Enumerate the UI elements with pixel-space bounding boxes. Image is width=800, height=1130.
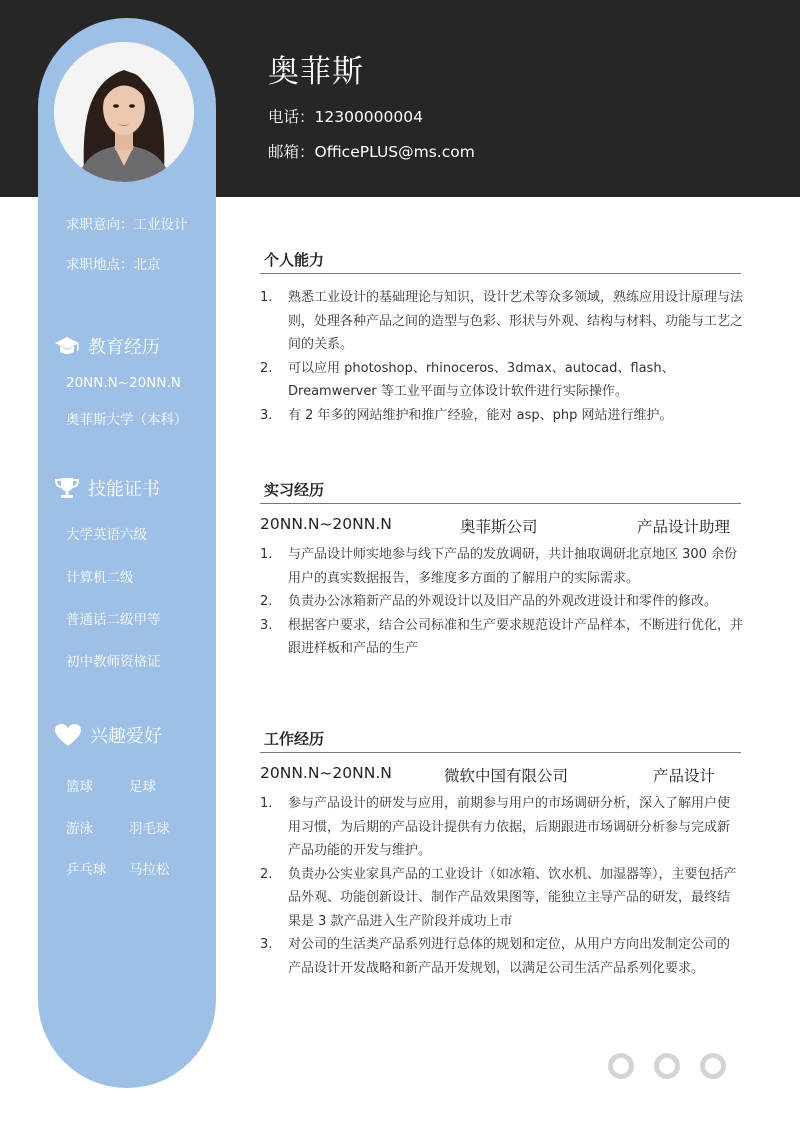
trophy-icon bbox=[54, 476, 80, 500]
internship-title: 实习经历 bbox=[264, 481, 325, 499]
hobby-item: 乒乓球 bbox=[66, 862, 107, 878]
hobbies-title: 兴趣爱好 bbox=[90, 726, 162, 747]
education-title: 教育经历 bbox=[88, 337, 160, 358]
hobby-item: 篮球 bbox=[66, 779, 93, 795]
work-list bbox=[260, 792, 740, 980]
list-item: 2. 可以应用 photoshop、rhinoceros、3dmax、autocad、flash、Dreamwerver 等工业平面与立体设计软件进行实际操作。 bbox=[260, 360, 675, 399]
section-divider bbox=[260, 503, 741, 504]
ring-decoration bbox=[654, 1053, 680, 1079]
skills-title: 技能证书 bbox=[88, 479, 160, 500]
education-period: 20NN.N~20NN.N bbox=[66, 375, 181, 391]
candidate-name: 奥菲斯 bbox=[268, 54, 364, 90]
ring-decoration bbox=[608, 1053, 634, 1079]
list-item: 2. 负责办公冰箱新产品的外观设计以及旧产品的外观改进设计和零件的修改。 bbox=[260, 594, 718, 609]
education-school: 奥菲斯大学（本科） bbox=[66, 412, 188, 428]
list-item: 3. 根据客户要求，结合公司标准和生产要求规范设计产品样本，不断进行优化，并跟进样板和产品的生产 bbox=[260, 617, 744, 656]
hobbies-heading bbox=[54, 722, 162, 748]
work-title: 工作经历 bbox=[264, 730, 325, 748]
avatar-portrait-icon bbox=[54, 42, 194, 182]
list-item: 1. 熟悉工业设计的基础理论与知识，设计艺术等众多领域，熟练应用设计原理与法则，处理各种产品之间的造型与色彩、形状与外观、结构与材料、功能与工艺之间的关系。 bbox=[260, 290, 744, 352]
phone-text: 电话：12300000004 bbox=[268, 108, 423, 126]
hobby-item: 马拉松 bbox=[129, 862, 170, 878]
ring-decoration bbox=[700, 1053, 726, 1079]
internship-list bbox=[260, 543, 750, 661]
internship-meta bbox=[260, 515, 740, 537]
internship-period: 20NN.N~20NN.N bbox=[260, 515, 392, 533]
skill-item: 初中教师资格证 bbox=[66, 654, 161, 670]
heart-icon bbox=[54, 723, 82, 747]
list-item: 1. 参与产品设计的研发与应用，前期参与用户的市场调研分析，深入了解用户使用习惯，为后期的产品设计提供有力依据，后期跟进市场调研分析参与完成新产品功能的开发与维护。 bbox=[260, 796, 731, 858]
work-meta bbox=[260, 764, 740, 786]
hobby-item: 足球 bbox=[129, 779, 156, 795]
graduation-cap-icon bbox=[54, 335, 80, 357]
internship-role: 产品设计助理 bbox=[637, 518, 731, 536]
skill-item: 普通话二级甲等 bbox=[66, 612, 161, 628]
skills-heading bbox=[54, 475, 160, 501]
skill-item: 计算机二级 bbox=[66, 570, 134, 586]
abilities-list bbox=[260, 286, 750, 427]
abilities-title: 个人能力 bbox=[264, 251, 325, 269]
list-item: 3. 对公司的生活类产品系列进行总体的规划和定位，从用户方向出发制定公司的产品设计开发战略和新产品开发规划，以满足公司生活产品系列化要求。 bbox=[260, 937, 731, 976]
decorative-dots bbox=[608, 1053, 726, 1079]
work-period: 20NN.N~20NN.N bbox=[260, 764, 392, 782]
job-intent: 求职意向：工业设计 bbox=[66, 217, 188, 233]
section-divider bbox=[260, 752, 741, 753]
education-heading bbox=[54, 333, 160, 359]
work-role: 产品设计 bbox=[653, 767, 716, 785]
hobby-item: 羽毛球 bbox=[129, 821, 170, 837]
hobby-item: 游泳 bbox=[66, 821, 93, 837]
email-text: 邮箱：OfficePLUS@ms.com bbox=[268, 143, 475, 161]
job-location: 求职地点：北京 bbox=[66, 257, 161, 273]
work-company: 微软中国有限公司 bbox=[444, 767, 569, 785]
section-divider bbox=[260, 273, 741, 274]
skill-item: 大学英语六级 bbox=[66, 527, 147, 543]
list-item: 3. 有 2 年多的网站维护和推广经验，能对 asp、php 网站进行维护。 bbox=[260, 407, 673, 423]
list-item: 2. 负责办公实业家具产品的工业设计（如冰箱、饮水机、加湿器等），主要包括产品外观、功能创新设计、制作产品效果图等，能独立主导产品的研发，最终结果是 3 款产品进入生产阶段并成功上市 bbox=[260, 866, 737, 929]
internship-company: 奥菲斯公司 bbox=[460, 518, 538, 536]
list-item: 1. 与产品设计师实地参与线下产品的发放调研，共计抽取调研北京地区 300 余份用户的真实数据报告，多维度多方面的了解用户的实际需求。 bbox=[260, 547, 738, 586]
avatar bbox=[54, 42, 194, 182]
